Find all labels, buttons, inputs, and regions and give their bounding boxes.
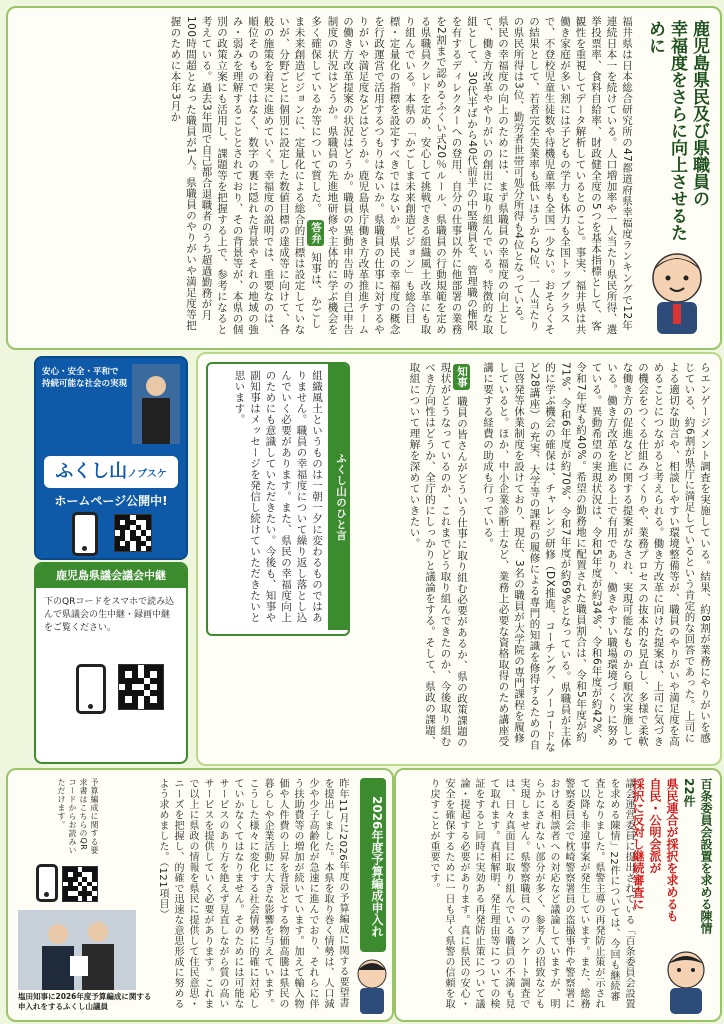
governor-tag: 知事 [453, 364, 471, 390]
brand-main: ふくし山 [55, 461, 128, 482]
budget-title: 2026年度予算編成申入れ [360, 778, 386, 952]
phone-icon-3 [36, 864, 58, 902]
stream-title: 鹿児島県議会議会中継 [36, 564, 186, 588]
mascot-character-2 [658, 946, 714, 1016]
voice-text: 組織風土というものは一朝一夕に変わるものではありません。職員の幸福度について繰り返し落とし込んでいく必要があります。また、県民の幸福度向上のためにも意識していただきたい。今後も、知事や副知事はメッセージを発信し続けていただきたいと思います。 [233, 370, 323, 623]
title-line2: 幸福度をさらに向上させるために [645, 20, 687, 241]
budget-text: 昨年11月に2026年度の予算編成に関する要望書を提出しました。本県を取り巻く情勢は、人口減少や少子高齢化が急速に進んでおり、それらに伴う扶助費等の増加が続いています。加えて輸入物価や人件費の上昇を背景とする物価高騰は県民の暮らしや企業活動に大きな影響を与えています。こうした様々に変化する社会情勢に的確に対応していかなくてはなりません。そのためには可能なサービスのあり方を絶えず見直しながら質の高いサービスを提供していく必要があります。これまで以上に県政の情報を県民に提供して住民意思・ニーズを把握し、的確で迅速な意思形成に努めるよう求めました。（121項目） [157, 778, 348, 1009]
section-happiness-answer: 知事は、かごしま未来創造ビジョンに、定量化による総合的目標は設定していないが、分野ごとに個別に設定した数値目標の達成等に向けて、各般の施策を着実に進めていく。幸福度の説明では、重要なのは、順位そのものではなく、数字の裏に隠れた背景やそれの地域の強み・弱みを理解することとされており、その背景等が、本県の個別の政策立案にも活用し、課題等を把握する上で、参考になると考えている。過去3年間で自己都合退職者のうち超過勤務が月100時間超となった職員が1人。県職員のやりがいや満足度等把握のために本年3月か [169, 16, 322, 335]
governor-opinion-text: 職員の皆さんがどういう仕事に取り組む必要があるか、県の政策課題の現状がどうなっているのか、これまでどう取り組んできたのか、今後取り組むべき方向性はどうか、全庁的にしっかりと議論をする。そして、県政の課題、取組について理解を深めていきたい。 [408, 362, 468, 748]
blog-ad[interactable] [34, 356, 188, 560]
blog-qr-code[interactable] [114, 514, 152, 552]
phone-icon [72, 512, 98, 556]
answer-tag: 答弁 [307, 220, 325, 246]
section-committee-title [629, 778, 714, 948]
budget-qr-note: 予算編成に関する要求書はこちらのQRコードからお読みいただけます。 [57, 778, 99, 855]
two-people-figure [18, 910, 136, 990]
section-engagement-body [477, 362, 712, 754]
governor-opinion [360, 362, 470, 754]
brand-sub: ノブスケ [127, 469, 167, 480]
photo-caption [18, 992, 158, 1012]
engagement-text: らエンゲージメント調査を実施している。結果、約8割が業務にやりがいを感じている、約6割が県庁に満足しているという肯定的な回答であった。上司による適切な助言や、相談しやすい環境整備等が、職員のやりがいや満足度を高めることにつながると考えられる。働き方改革に向けた提案は、上司に気づきの機会をつくる仕組みづくりや、業務プロセスの抜本的な見直し、多様で柔軟な働き方の促進などに関する提案がなされ、実現可能なものから順次実施している。働き方改革を進める上で有用であり、働きやすい職場環境づくりに努めている。異動希望の実現状況は、令和5年度が約34%、令和6年度が約42%、令和7年度も約40%。希望の勤務地に配置された職員割合は、令和5年度が約71%、令和6年度が約70%、令和7年度が約69%となっている。県職員が主体的に学ぶ機会の確保は、チャレンジ研修（DX推進、コーチング、ノーコードなど28講座）の充実、大学等の課程の履修による専門的知識を修得するための自己啓発等休業制度を設けており、現在、3名の職員が大学院の専門課程を履修していると。ほか、中小企業診断士など、業務上必要な資格取得のため講座受講に要する経費の助成も行っている。 [482, 362, 711, 753]
blog-cta: ホームページ公開中! [54, 494, 168, 508]
budget-qr-code[interactable] [62, 866, 98, 902]
badge-line2: 持続可能な社会の実現 [42, 379, 128, 389]
blog-photo [132, 364, 180, 444]
voice-title: ふくし山のひと言 [328, 364, 348, 630]
blog-badge [42, 366, 132, 390]
voice-box [206, 362, 350, 636]
phone-icon-2 [76, 664, 106, 714]
badge-line1: 安心・安全・平和で [42, 367, 119, 377]
stream-desc: 下のQRコードをスマホで読み込んで県議会の生中継・録画中継をご覧ください。 [44, 597, 175, 633]
mascot-character [642, 248, 712, 340]
committee-text: 議会運営委員に提出されている「百条委員会設置を求める陳情」22件については、今回も継続審査となりました。県警主導の再発防止策が示されて以降も非違事案が発生しています。また、総務警察委員会で枕崎警察署員の盗撮事件や警察署における相談者への対応など議論していますが、明らかにされない部分が多く、参考人の招致なども実現しません。県警察職員へのアンケート調査では、日々真面目に取り組んでいる職員の不満も見て取れます。真相解明、発生理由等についての検証をすると同時に実効ある再発防止策について議論・提起する必要があります。真に県民の安心・安全を確保するために一日も早く県警の信頼を取り戻すことが重要です。 [428, 778, 634, 1009]
caption-line2: 申入れをするふくし山議員 [18, 1002, 108, 1011]
stream-ad[interactable] [34, 562, 188, 764]
blog-brand [44, 456, 178, 488]
budget-body [138, 778, 350, 1012]
committee-title3: 自民・公明会派が [648, 778, 662, 874]
committee-title1: 百条委員会設置を求める陳情22件 [682, 778, 713, 934]
section-happiness [6, 6, 722, 350]
section-happiness-title [644, 20, 710, 250]
title-line1: 鹿児島県民及び県職員の [689, 20, 709, 207]
stream-qr-code[interactable] [118, 664, 164, 710]
section-happiness-body [54, 16, 634, 338]
committee-title4: 採択に反対し継続審査に [631, 778, 645, 910]
speaker-figure [132, 364, 180, 444]
mascot-character-3 [352, 956, 392, 1016]
committee-title2: 県民連合が採択を求めるも [665, 778, 679, 922]
section-budget [6, 768, 394, 1022]
budget-photo [18, 910, 136, 990]
section-happiness-question: 福井県は日本総合研究所の47都道府県幸福度ランキングで12年連続日本一を続けている。人口増加率や一人当たり県民所得、選挙投票率、食料自給率、財政健全度の5つを基本指標として、客観性を重視してデータ解析しているとのこと。事実、福井県は共働き家庭が多い割には子どもの学力も体力も全国トップクラスで、不登校児童生徒数や待機児童率も全国一少ない。おそらくその結果として、若者完全失業率も低いほうから2位、一人当たりの県民所得は3位、勤労者世帯可処分所得も4位となっている。県民の幸福度の向上のためには、まず県職員の幸福度の向上として、働き方改革ややりがいの創出に取り組んでいる。特徴的な取組として、30代半ばから40代前半の中堅職員を、管理職の権限を有するディレクターへの登用、自分の仕事以外に他部署の業務を2割まで認めるふくい式20％ルール、県職員の行動規範を定める県職員クレドを定め、安心して挑戦できる組織風土改革にも取り組んでいる。本県の「かごしま未来創造ビジョン」も総合目標・定量化の指標を設定すべきではないか。県民の幸福度の概念を行政運営で活用するつもりはないか。県職員の仕事に対するやりがいや満足度などはどうか。鹿児島県庁働き方改革推進チームの働き方改革提案の状況はどうか。職員の異動申告時の自己申告制度の状況はどうか。県職員の先進地研修や主体的に学ぶ機会を多く確保しているか等について質した。 [310, 16, 633, 335]
section-committee-body [406, 778, 636, 1012]
section-engagement [196, 352, 722, 766]
caption-line1: 塩田知事に2026年度予算編成に関する [18, 992, 152, 1001]
section-committee [394, 768, 722, 1022]
